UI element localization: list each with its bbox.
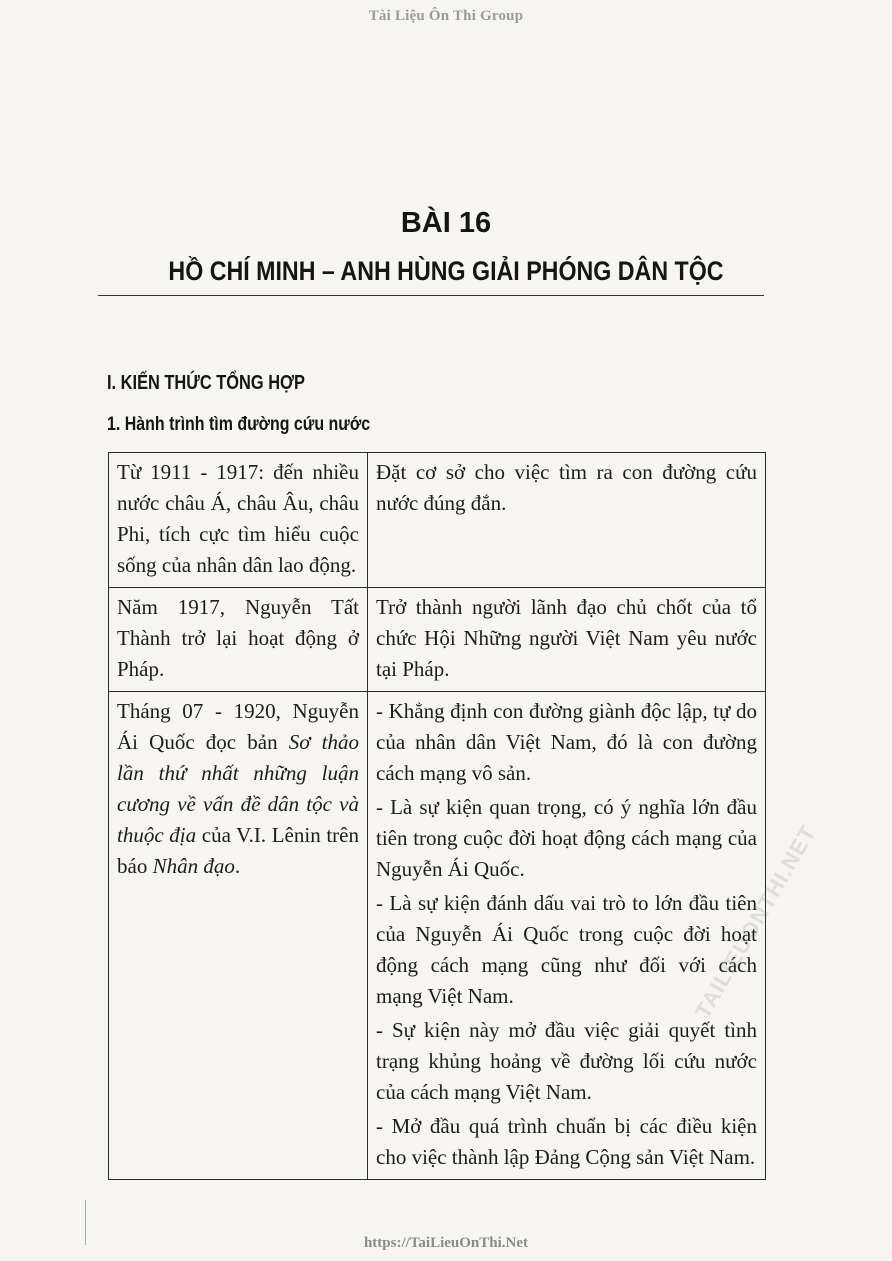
result-cell [368,588,766,692]
result-item: - Khẳng định con đường giành độc lập, tự do của nhân dân Việt Nam, đó là con đường cách mạng vô sản. [376,699,757,785]
lesson-title: HỒ CHÍ MINH – ANH HÙNG GIẢI PHÓNG DÂN TỘC [168,256,724,286]
result-item: - Mở đầu quá trình chuẩn bị các điều kiện cho việc thành lập Đảng Cộng sản Việt Nam. [376,1114,757,1169]
event-end-text: . [234,854,241,878]
result-item: - Sự kiện này mở đầu việc giải quyết tình trạng khủng hoảng về đường lối cứu nước của cách mạng Việt Nam. [376,1018,757,1104]
table-row [109,692,766,1180]
header-brand: Tài Liệu Ôn Thi Group [368,8,524,24]
newspaper-name: Nhân đạo [152,854,235,878]
lesson-number: BÀI 16 [400,207,492,239]
result-cell [368,453,766,588]
table-row [109,588,766,692]
result-item: - Là sự kiện đánh dấu vai trò to lớn đầu tiên của Nguyễn Ái Quốc trong cuộc đời hoạt động cách mạng cũng như đối với cách mạng Việt Nam. [376,891,757,1008]
event-mid-text: của V.I. Lênin trên báo [117,823,359,878]
result-cell [368,692,766,1180]
event-cell [109,692,368,1180]
event-cell: Từ 1911 - 1917: đến nhiều nước châu Á, châu Âu, châu Phi, tích cực tìm hiểu cuộc sống của nhân dân lao động. [109,453,368,588]
result-item: Đặt cơ sở cho việc tìm ra con đường cứu nước đúng đắn. [376,460,757,515]
event-lead-text: Tháng 07 - 1920, Nguyễn Ái Quốc đọc bản [117,699,359,754]
result-item: - Là sự kiện quan trọng, có ý nghĩa lớn đầu tiên trong cuộc đời hoạt động cách mạng của Nguyễn Ái Quốc. [376,795,757,881]
timeline-table [108,452,766,1180]
footer-link[interactable]: https://TaiLieuOnThi.Net [363,1235,529,1251]
event-cell: Năm 1917, Nguyễn Tất Thành trở lại hoạt động ở Pháp. [109,588,368,692]
section-heading: I. KIẾN THỨC TỔNG HỢP [107,372,305,394]
title-divider [98,295,764,296]
document-title: Sơ thảo lần thứ nhất những luận cương về vấn đề dân tộc và thuộc địa [117,730,359,847]
table-row [109,453,766,588]
sub-heading: 1. Hành trình tìm đường cứu nước [107,414,371,435]
watermark: TAILIEUONTHI.NET [690,820,821,1023]
result-item: Trở thành người lãnh đạo chủ chốt của tổ chức Hội Những người Việt Nam yêu nước tại Pháp. [376,595,757,681]
